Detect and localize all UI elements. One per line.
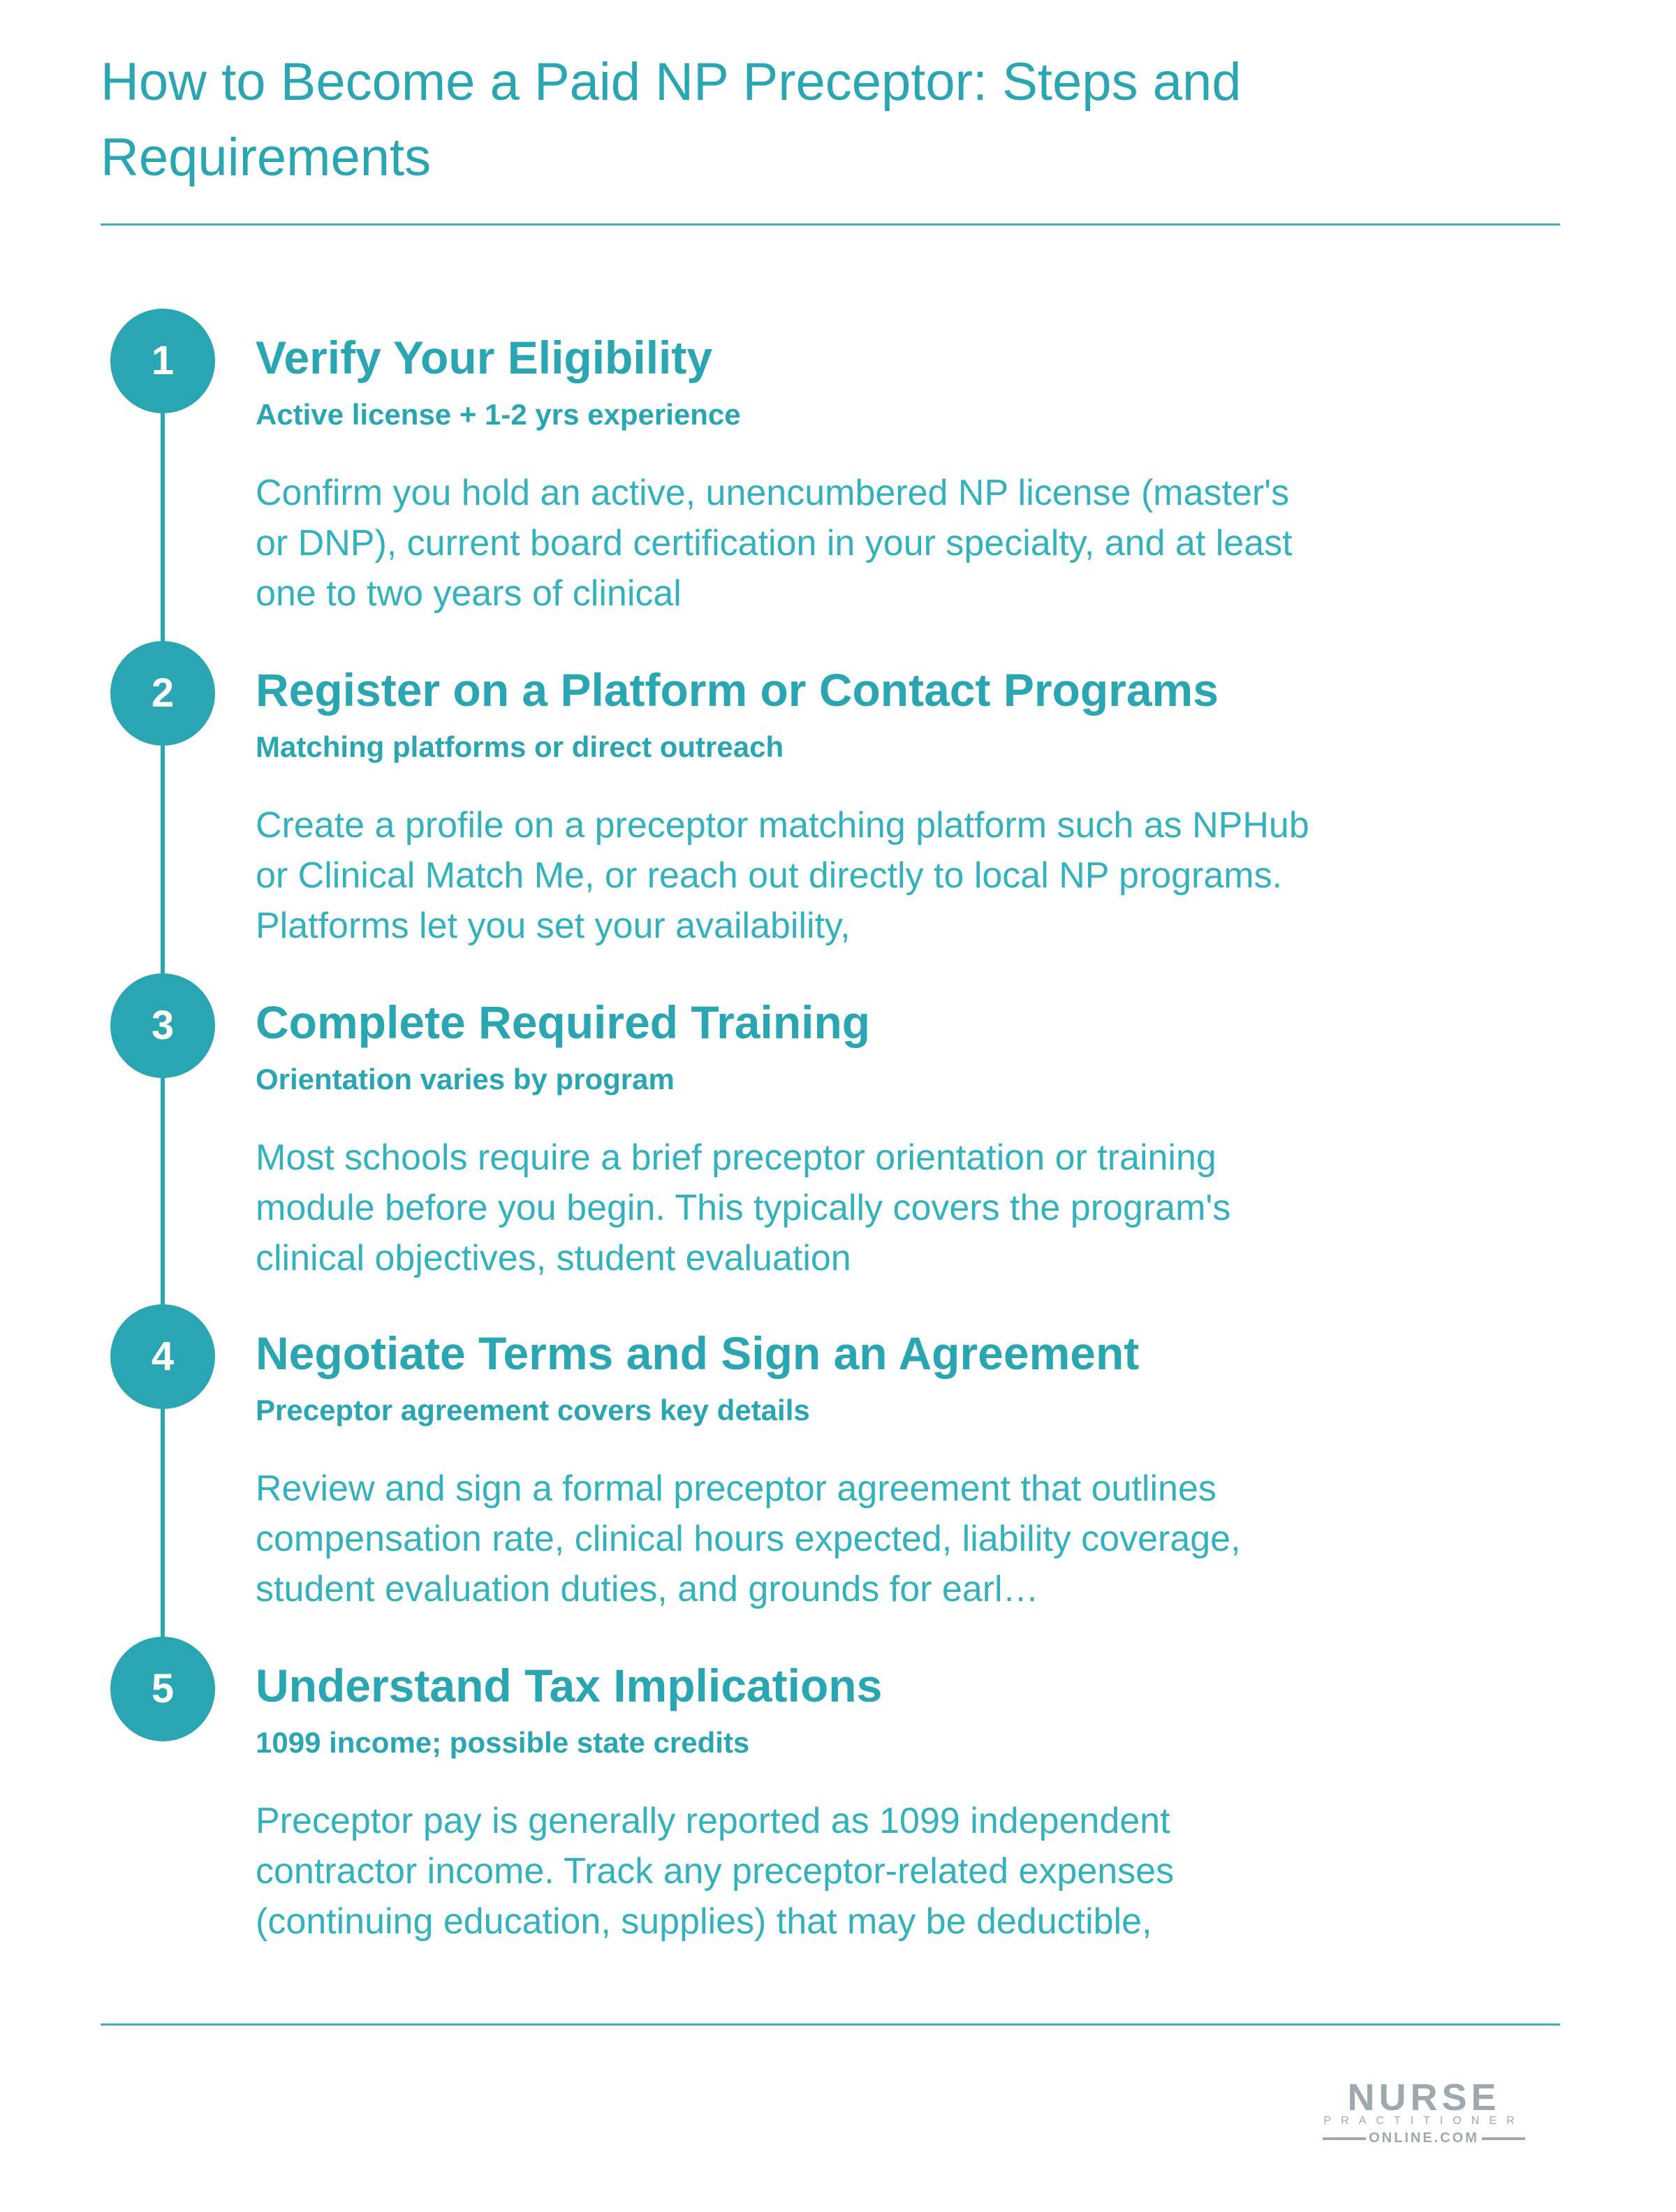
step-subtitle: Active license + 1-2 yrs experience (256, 398, 741, 431)
logo-wordmark-nurse: NURSE (1347, 2077, 1501, 2118)
step-title: Understand Tax Implications (256, 1660, 883, 1711)
step-number-badge: 2 (110, 641, 215, 746)
step-description: Most schools require a brief preceptor orientation or training module before you begin. This typically covers the program's clinical objectives, student evaluation (256, 1137, 1231, 1278)
step-number-badge: 3 (110, 973, 215, 1078)
nurse-practitioner-online-logo (1323, 2077, 1525, 2151)
step-number-badge: 4 (110, 1304, 215, 1409)
footer-divider (101, 2023, 1560, 2026)
step-subtitle: Matching platforms or direct outreach (256, 730, 784, 763)
step-title: Register on a Platform or Contact Programs (256, 664, 1219, 716)
step-subtitle: Orientation varies by program (256, 1063, 675, 1096)
step-number-badge: 1 (110, 309, 215, 413)
logo-wordmark-practitioner: PRACTITIONER (1323, 2115, 1524, 2127)
step-subtitle: 1099 income; possible state credits (256, 1726, 750, 1759)
step-description: Confirm you hold an active, unencumbered NP license (master's or DNP), current board certification in your specialty, and at least one to two years of clinical (256, 473, 1293, 614)
step-description: Preceptor pay is generally reported as 1099 independent contractor income. Track any preceptor-related expenses (continuing education, supplies) that may be deductible, (256, 1801, 1175, 1942)
step-title: Negotiate Terms and Sign an Agreement (256, 1327, 1140, 1379)
step-number-badge: 5 (110, 1637, 215, 1741)
logo-wordmark-online: ONLINE.COM (1369, 2130, 1479, 2146)
step-description: Create a profile on a preceptor matching platform such as NPHub or Clinical Match Me, or reach out directly to local NP programs. Platforms let you set your availability, (256, 805, 1309, 946)
step-subtitle: Preceptor agreement covers key details (256, 1394, 810, 1426)
logo-rule-right (1482, 2137, 1525, 2140)
step-title: Verify Your Eligibility (256, 332, 713, 383)
step-description: Review and sign a formal preceptor agreement that outlines compensation rate, clinical hours expected, liability coverage, student evaluation duties, and grounds for earl… (256, 1468, 1241, 1609)
page-title: How to Become a Paid NP Preceptor: Steps and Requirements (101, 52, 1242, 187)
step-title: Complete Required Training (256, 996, 871, 1048)
